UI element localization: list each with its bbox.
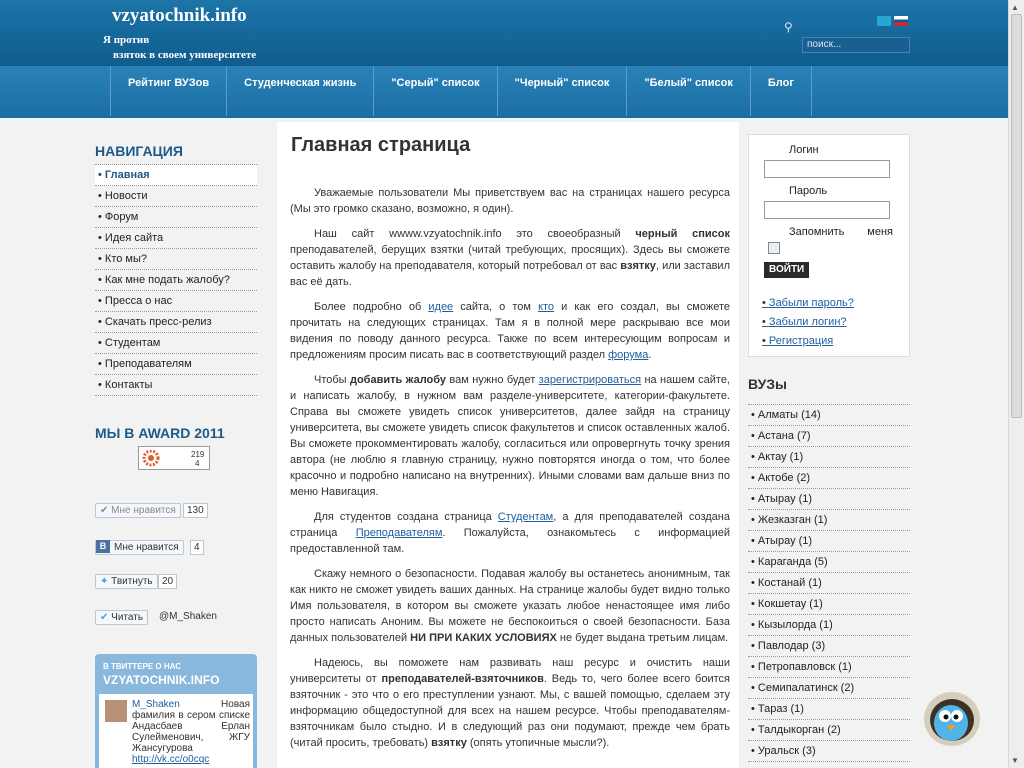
login-field[interactable] xyxy=(764,160,890,178)
nav-item-teachers[interactable]: • Преподавателям xyxy=(95,354,257,375)
list-item-label: Кокшетау (1) xyxy=(757,598,823,610)
scroll-up-arrow-icon[interactable]: ▲ xyxy=(1011,3,1019,12)
remember-checkbox[interactable] xyxy=(768,242,780,254)
menu-item-student-life[interactable]: Студенческая жизнь xyxy=(226,66,373,116)
text: . xyxy=(648,349,652,361)
list-item-label: Тараз (1) xyxy=(757,703,804,715)
menu-item-grey-list[interactable]: "Серый" список xyxy=(373,66,496,116)
tweet-label: Твитнуть xyxy=(111,576,153,587)
tweet-body: Новая фамилия в сером списке Андасбаев Ерлан Сулейменович, ЖГУ Жансугурова xyxy=(132,699,250,754)
twitter-bird-mascot-icon[interactable] xyxy=(918,683,986,751)
text-bold: взятку xyxy=(431,737,467,749)
award-count-2: 4 xyxy=(195,459,200,468)
nav-item-label: Форум xyxy=(104,211,139,223)
nav-item-label: Студентам xyxy=(104,337,161,349)
link-idea[interactable]: идее xyxy=(428,301,454,313)
text: Наш сайт wwww.vzyatochnik.info это своеобразный xyxy=(314,228,636,240)
list-item[interactable]: • Костанай (1) xyxy=(748,573,910,594)
award-count-1: 219 xyxy=(191,450,205,459)
nav-item-label: Скачать пресс-релиз xyxy=(104,316,212,328)
text: Чтобы xyxy=(314,374,350,386)
text: сайта, о том xyxy=(453,301,539,313)
award-logo-icon xyxy=(142,450,168,467)
list-item-label: Атырау (1) xyxy=(757,493,813,505)
twitter-follow-button[interactable] xyxy=(95,610,148,625)
navigation-list xyxy=(95,164,257,396)
nav-item-who-are-we[interactable]: • Кто мы? xyxy=(95,249,257,270)
twitter-widget xyxy=(95,654,257,768)
tweet-count: 20 xyxy=(158,574,177,589)
password-label: Пароль xyxy=(789,185,828,197)
search-icon[interactable]: ⚲ xyxy=(784,20,793,34)
link-teachers[interactable]: Преподавателям xyxy=(355,527,443,539)
list-item-label: Павлодар (3) xyxy=(757,640,826,652)
nav-item-label: Пресса о нас xyxy=(104,295,173,307)
scroll-down-arrow-icon[interactable]: ▼ xyxy=(1011,756,1019,765)
login-form xyxy=(748,134,910,357)
forgot-password-label: Забыли пароль? xyxy=(768,297,854,309)
twitter-bird-icon: ✔ xyxy=(100,612,109,623)
list-item[interactable]: • Атырау (1) xyxy=(748,531,910,552)
twitter-widget-title: VZYATOCHNIK.INFO xyxy=(103,673,220,687)
text-bold: НИ ПРИ КАКИХ УСЛОВИЯХ xyxy=(410,632,557,644)
text: , а для преподавателей создана страница xyxy=(290,511,730,539)
nav-item-news[interactable]: • Новости xyxy=(95,186,257,207)
list-item[interactable]: • Тараз (1) xyxy=(748,699,910,720)
list-item[interactable]: • Кокшетау (1) xyxy=(748,594,910,615)
main-content xyxy=(277,122,739,768)
paragraph-greeting: Уважаемые пользователи Мы приветствуем вас на страницах нашего ресурса (Мы это громко сказано, возможно, я один). xyxy=(290,187,730,215)
text: Надеюсь, вы поможете нам развивать наш ресурс и очистить наши университеты от xyxy=(290,657,730,685)
nav-item-label: Кто мы? xyxy=(104,253,148,265)
nav-item-press-release[interactable]: • Скачать пресс-релиз xyxy=(95,312,257,333)
twitter-handle[interactable]: @M_Shaken xyxy=(159,611,217,622)
list-item-label: Уральск (3) xyxy=(757,745,816,757)
list-item[interactable]: • Кызылорда (1) xyxy=(748,615,910,636)
link-forum[interactable]: форума xyxy=(608,349,649,361)
twitter-widget-caption: В ТВИТТЕРЕ О НАС xyxy=(103,662,181,671)
list-item-label: Кызылорда (1) xyxy=(757,619,833,631)
list-item[interactable]: • Актобе (2) xyxy=(748,468,910,489)
menu-item-rating[interactable]: Рейтинг ВУЗов xyxy=(110,66,226,116)
list-item[interactable]: • Уральск (3) xyxy=(748,741,910,762)
menu-item-black-list[interactable]: "Черный" список xyxy=(497,66,627,116)
nav-item-home[interactable]: • Главная xyxy=(95,165,257,186)
list-item-label: Актобе (2) xyxy=(757,472,811,484)
remember-label: Запомнить меня xyxy=(789,226,893,238)
link-register[interactable]: зарегистрироваться xyxy=(538,374,642,386)
list-item[interactable]: • Атырау (1) xyxy=(748,489,910,510)
login-button[interactable]: ВОЙТИ xyxy=(764,262,809,278)
text-bold: взятку xyxy=(620,260,656,272)
text-bold: черный список xyxy=(635,228,730,240)
text: не будет выдана третьим лицам. xyxy=(556,632,729,644)
nav-item-forum[interactable]: • Форум xyxy=(95,207,257,228)
list-item-label: Актау (1) xyxy=(757,451,804,463)
slogan-line-1: Я против xyxy=(103,34,150,46)
main-menu xyxy=(110,66,812,118)
list-item[interactable]: • Семипалатинск (2) xyxy=(748,678,910,699)
menu-item-blog[interactable]: Блог xyxy=(750,66,812,116)
site-slogan xyxy=(103,33,256,63)
slogan-line-2: взяток в своем университете xyxy=(113,49,257,61)
paragraph-hope xyxy=(290,655,730,751)
list-item[interactable]: • Павлодар (3) xyxy=(748,636,910,657)
list-item-label: Семипалатинск (2) xyxy=(757,682,855,694)
text: вам нужно будет xyxy=(446,374,539,386)
paragraph-about xyxy=(290,226,730,290)
paragraph-add-complaint xyxy=(290,372,730,500)
text: Для студентов создана страница xyxy=(314,511,498,523)
text: (опять утопичные мысли?). xyxy=(466,737,610,749)
text: , или заставил вас её дать. xyxy=(290,260,730,288)
article-body xyxy=(290,185,730,760)
nav-item-press[interactable]: • Пресса о нас xyxy=(95,291,257,312)
list-item-label: Талдыкорган (2) xyxy=(757,724,841,736)
list-item-label: Алматы (14) xyxy=(757,409,821,421)
text: . Пожалуйста, ознакомьтесь с информацией предоставленной там. xyxy=(290,527,731,555)
site-title[interactable]: vzyatochnik.info xyxy=(112,5,247,26)
list-item-label: Петропавловск (1) xyxy=(757,661,852,673)
list-item[interactable]: • Караганда (5) xyxy=(748,552,910,573)
list-item-label: Караганда (5) xyxy=(757,556,828,568)
nav-item-idea[interactable]: • Идея сайта xyxy=(95,228,257,249)
twitter-widget-body xyxy=(99,694,253,768)
list-item[interactable]: • Актау (1) xyxy=(748,447,910,468)
kazakh-flag-icon[interactable] xyxy=(877,16,891,26)
list-item[interactable]: • Талдыкорган (2) xyxy=(748,720,910,741)
menu-item-white-list[interactable]: "Белый" список xyxy=(626,66,750,116)
text: преподавателей, берущих взятки (читай требующих, просящих). Здесь вы сможете оставить жалобу на преподавателя, который потребовал от вас xyxy=(290,244,730,272)
list-item[interactable]: • Жезказган (1) xyxy=(748,510,910,531)
tweet-link[interactable]: http://vk.cc/o0cqc xyxy=(132,754,210,765)
award-counter-badge[interactable] xyxy=(138,446,210,470)
page-title: Главная страница xyxy=(291,134,471,156)
text-bold: добавить жалобу xyxy=(349,374,447,386)
list-item[interactable]: • Петропавловск (1) xyxy=(748,657,910,678)
text: Скажу немного о безопасности. Подавая жалобу вы останетесь анонимным, так как никто не сможет увидеть ваших данных. На странице жалобы будет видно только Имя пользователя, в котором вы сможете указать любое ненастоящее имя либо просто написать Аноним. Вы можете не беспокоиться о своей безопасности. База данных пользователей xyxy=(290,568,730,644)
vk-like-label: Мне нравится xyxy=(114,542,179,553)
link-who[interactable]: кто xyxy=(538,301,555,313)
text: и как его создал, вы сможете прочитать на следующих страницах. Там я в полной мере раскрываю все мои видения по поводу данного ресурса. Также по всем интересующим вопросам и предложениям просим писать вас в соответствующий раздел xyxy=(290,301,730,361)
twitter-bird-icon: ✦ xyxy=(100,576,109,587)
russian-flag-icon[interactable] xyxy=(894,16,908,26)
vk-icon: B xyxy=(96,540,110,553)
universities-list xyxy=(748,404,910,762)
vertical-scrollbar[interactable] xyxy=(1008,0,1024,768)
nav-item-label: Как мне подать жалобу? xyxy=(104,274,230,286)
nav-item-how-to-complain[interactable]: • Как мне подать жалобу? xyxy=(95,270,257,291)
forgot-login-label: Забыли логин? xyxy=(768,316,847,328)
universities-heading: ВУЗы xyxy=(748,376,788,392)
tweet-text xyxy=(132,699,250,765)
list-item-label: Жезказган (1) xyxy=(757,514,828,526)
nav-item-contacts[interactable]: • Контакты xyxy=(95,375,257,396)
password-field[interactable] xyxy=(764,201,890,219)
tweet-user[interactable]: M_Shaken xyxy=(132,699,180,710)
nav-item-label: Новости xyxy=(104,190,148,202)
login-label: Логин xyxy=(789,144,819,156)
paragraph-students-teachers xyxy=(290,509,730,557)
tweet-button[interactable] xyxy=(95,574,158,589)
list-item-label: Атырау (1) xyxy=(757,535,813,547)
nav-item-label: Идея сайта xyxy=(104,232,164,244)
nav-item-label: Контакты xyxy=(104,379,153,391)
vk-like-count: 4 xyxy=(190,540,204,555)
award-heading: МЫ В AWARD 2011 xyxy=(95,425,225,441)
list-item[interactable]: • Астана (7) xyxy=(748,426,910,447)
forgot-login-link[interactable]: • Забыли логин? xyxy=(762,316,847,328)
nav-item-students[interactable]: • Студентам xyxy=(95,333,257,354)
text-bold: преподавателей-взяточников xyxy=(381,673,544,685)
nav-item-label: Преподавателям xyxy=(104,358,192,370)
scrollbar-thumb[interactable] xyxy=(1011,14,1022,418)
nav-item-label: Главная xyxy=(104,169,150,181)
like-label: Мне нравится xyxy=(111,505,176,516)
list-item-label: Костанай (1) xyxy=(757,577,822,589)
text: Более подробно об xyxy=(314,301,429,313)
forgot-password-link[interactable]: • Забыли пароль? xyxy=(762,297,854,309)
vk-like-button[interactable] xyxy=(95,540,184,555)
avatar[interactable] xyxy=(105,700,127,722)
paragraph-security xyxy=(290,566,730,646)
list-item[interactable]: • Алматы (14) xyxy=(748,405,910,426)
facebook-like-button[interactable] xyxy=(95,503,181,518)
paragraph-details xyxy=(290,299,730,363)
text: . Ведь то, чего более всего боится взяточник - это что о его преступлении узнают. Мы, с вашей помощью, сделаем эту информацию общедоступной для всех на нашем ресурсе. Чтобы преподавателям-взяточникам было стыдно. И в следующий раз они подумают, прежде чем брать (читай просить, требовать) xyxy=(290,673,730,749)
search-input[interactable]: поиск... xyxy=(802,37,910,53)
link-students[interactable]: Студентам xyxy=(497,511,554,523)
register-link[interactable]: • Регистрация xyxy=(762,335,834,347)
follow-label: Читать xyxy=(111,612,144,623)
register-label: Регистрация xyxy=(768,335,834,347)
thumbs-up-icon: ✔ xyxy=(100,505,109,516)
navigation-heading: НАВИГАЦИЯ xyxy=(95,143,183,159)
like-count: 130 xyxy=(183,503,208,518)
text: на нашем сайте, и написать жалобу, в нужном вам разделе-университете, категории-факультете. Справа вы сможете увидеть список университетов, далее зайдя на страницу университета, вы сможете увидеть список факультетов и список оставленных жалоб. Вы сможете прокомментировать жалобу, согласиться или опровергнуть точку зрения автора (не люблю я главную страницу, нужно повторятся иногда о том, что более красочно и подробно написано на внутренних). Иными словами вам дальше вниз по меню Навигация. xyxy=(290,374,730,498)
list-item-label: Астана (7) xyxy=(757,430,811,442)
